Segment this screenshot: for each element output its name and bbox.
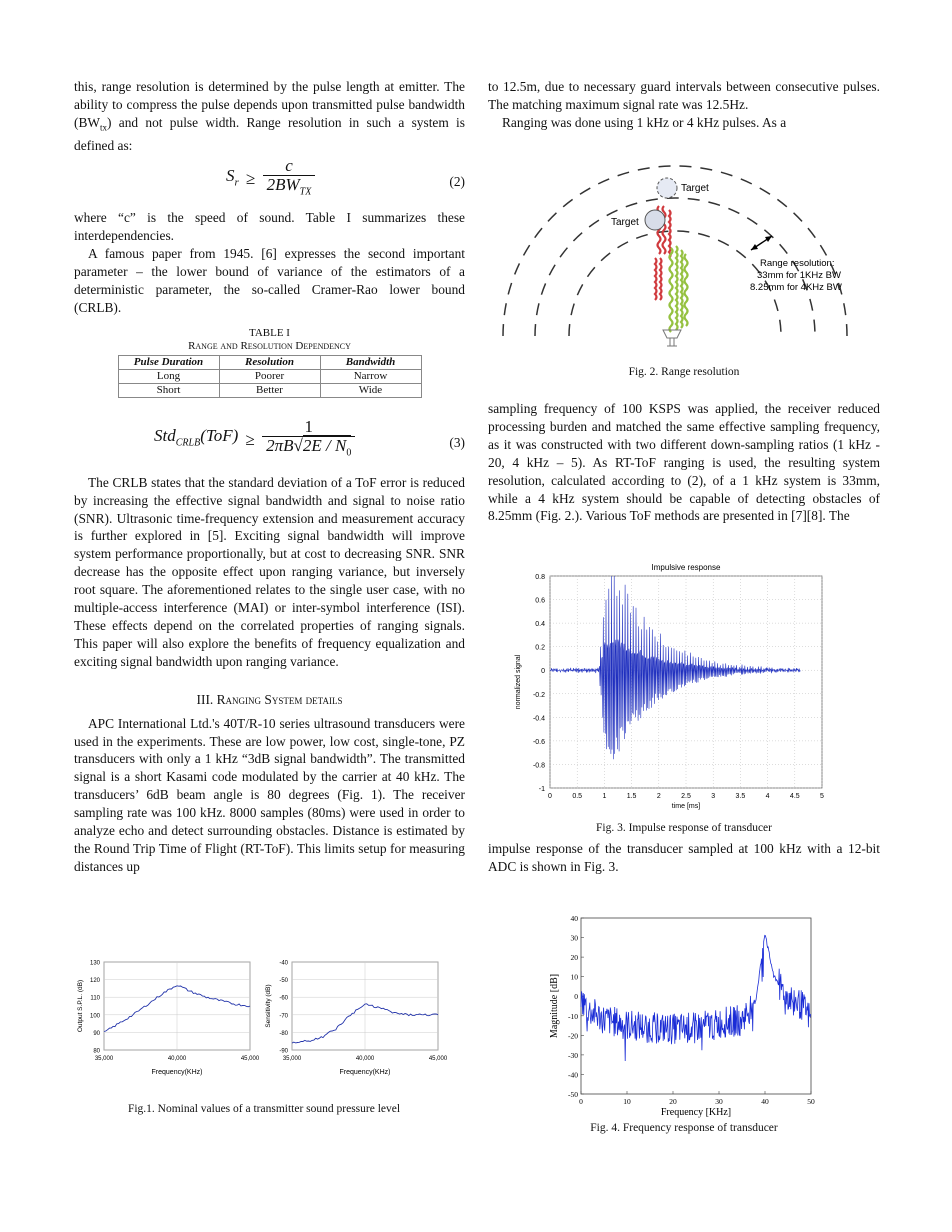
y-tick-label: -80 [279, 1030, 288, 1037]
x-tick-label: 45,000 [428, 1056, 448, 1062]
fig2-caption: Fig. 2. Range resolution [628, 366, 740, 378]
fig4-caption: Fig. 4. Frequency response of transducer [590, 1122, 778, 1134]
y-tick-label: -70 [279, 1013, 288, 1020]
y-tick-label: 0.8 [535, 574, 545, 581]
y-tick-label: 0.2 [535, 644, 545, 652]
x-tick-label: 0 [548, 793, 552, 800]
x-tick-label: 40,000 [167, 1056, 187, 1062]
y-tick-label: 100 [89, 1013, 100, 1020]
x-axis-label: time [ms] [671, 803, 701, 810]
y-tick-label: 0 [574, 992, 578, 1002]
y-tick-label: 10 [570, 972, 578, 982]
y-tick-label: -60 [279, 995, 288, 1002]
y-tick-label: -0.6 [532, 738, 545, 746]
wave-line [660, 258, 662, 300]
equation-2: $S_r$ ≥ $\frac{c}{2BW_{TX}}$ (2) [226, 156, 465, 198]
x-tick-label: 0.5 [572, 793, 583, 800]
x-tick-label: 3 [711, 793, 716, 800]
fig3-impulse-chart [510, 558, 840, 818]
chart-title: Impulsive response [651, 563, 721, 572]
resolution-1k: 33mm for 1KHz BW [757, 270, 841, 281]
target-icon [657, 178, 677, 198]
y-axis-label: normalized signal [515, 654, 522, 710]
target-label: Target [611, 217, 639, 228]
table-header: Bandwidth [320, 355, 421, 369]
y-tick-label: -40 [279, 960, 288, 967]
x-tick-label: 2.5 [681, 793, 691, 800]
x-tick-label: 50 [807, 1097, 815, 1106]
equation-number: (2) [449, 174, 465, 190]
paragraph: to 12.5m, due to necessary guard intervals between consecutive pulses. The matching maximum signal rate was 12.5Hz. [488, 79, 880, 112]
paragraph: Ranging was done using 1 kHz or 4 kHz pulses. As a [502, 114, 787, 130]
left-column [74, 78, 465, 876]
fig1-charts [68, 952, 448, 1087]
table-row: Long Poorer Narrow [118, 369, 421, 383]
equation-3: Std$_{CRLB}$(ToF) ≥ $\frac{1}{2\pi B√2E / N_0}$ (3) [154, 416, 465, 459]
y-tick-label: 90 [93, 1030, 100, 1037]
x-tick-label: 30 [715, 1097, 723, 1106]
y-tick-label: 130 [89, 960, 100, 967]
y-tick-label: -30 [568, 1050, 578, 1060]
table-title: Range and Resolution Dependency [188, 339, 351, 352]
x-tick-label: 3.5 [735, 793, 746, 800]
wave-line [681, 250, 683, 328]
equation-number: (3) [449, 434, 465, 450]
table-row: Short Better Wide [118, 383, 421, 397]
x-tick-label: 10 [623, 1097, 631, 1106]
y-axis-label: Sensitivity (dB) [265, 984, 272, 1028]
table-label: TABLE I [249, 326, 290, 339]
section-heading: III. Ranging System details [196, 691, 343, 707]
y-tick-label: 120 [89, 978, 100, 985]
table-header: Resolution [219, 355, 320, 369]
wave-line [676, 246, 678, 330]
paragraph: this, range resolution is determined by the pulse length at emitter. The ability to compress the pulse depends upon transmitted pulse bandwidth $(BW_{tx})$ and not pulse width. Range resolution in such a system is defined as: [74, 79, 465, 154]
x-tick-label: 1.5 [626, 793, 637, 800]
paragraph: The CRLB states that the standard deviation of a ToF error is reduced by increasing the effective signal bandwidth and signal to noise ratio (SNR). Ultrasonic time-frequency extension and measurement accuracy is further explored in [5]. Exciting signal bandwidth will improve system performance proportionally, but at cost to decreasing SNR. SNR decrease has the opposite effect upon ranging variance, but inversely root square. The aforementioned relates to the single user case, with no multiple-access interference (MAI) or inter-symbol interference (ISI). These effects depend on the correlated properties of ranging signals. This paper will also explore the benefits of frequency equalization and exciting signal bandwidth upon ranging variance. [74, 474, 465, 669]
y-tick-label: -0.2 [532, 691, 545, 699]
paragraph: where “c” is the speed of sound. Table I summarizes these interdependencies. [74, 210, 465, 244]
table-header: Pulse Duration [118, 355, 219, 369]
y-tick-label: 0 [541, 668, 545, 676]
fig1-caption: Fig.1. Nominal values of a transmitter sound pressure level [127, 1103, 401, 1115]
x-axis-label: Frequency(KHz) [151, 1069, 203, 1076]
transducer-icon [663, 330, 681, 346]
resolution-4k: 8.25mm for 4KHz BW [750, 282, 842, 293]
y-tick-label: -10 [568, 1011, 578, 1021]
y-tick-label: -40 [568, 1070, 578, 1080]
y-tick-label: 80 [93, 1048, 100, 1055]
y-axis-label: Magnitude [dB] [549, 973, 560, 1039]
wave-line [685, 254, 688, 326]
y-tick-label: 20 [570, 953, 578, 963]
y-tick-label: 110 [90, 995, 100, 1002]
x-axis-label: Frequency(KHz) [339, 1069, 391, 1076]
right-column [488, 78, 880, 132]
y-tick-label: -50 [568, 1090, 578, 1099]
x-tick-label: 20 [669, 1097, 677, 1106]
x-tick-label: 4.5 [789, 793, 800, 800]
wave-line [670, 248, 673, 332]
y-tick-label: -0.4 [532, 715, 545, 723]
x-tick-label: 40,000 [355, 1056, 375, 1062]
x-tick-label: 5 [820, 793, 824, 800]
x-tick-label: 35,000 [282, 1056, 302, 1062]
y-tick-label: 0.4 [535, 621, 545, 629]
right-column-mid [488, 400, 880, 525]
paragraph: impulse response of the transducer sampled at 100 kHz with a 12-bit ADC is shown in Fig. 3. [488, 841, 880, 874]
x-tick-label: 4 [765, 793, 770, 800]
plot-frame [581, 918, 811, 1094]
fig3-caption: Fig. 3. Impulse response of transducer [596, 822, 772, 834]
x-tick-label: 0 [579, 1097, 583, 1106]
right-column-low [488, 840, 880, 876]
paragraph: A famous paper from 1945. [6] expresses the second important parameter – the lower bound of variance of the estimators of a deterministic parameter, the so-called Cramer-Rao lower bound (CRLB). [74, 246, 465, 315]
resolution-title: Range resolution: [760, 258, 835, 269]
x-tick-label: 35,000 [94, 1056, 114, 1062]
paragraph: APC International Ltd.'s 40T/R-10 series ultrasound transducers were used in the experiments. These are low power, low cost, single-tone, PZ transducers with only a 1 kHz “3dB signal bandwidth”. The transmitted signal is a short Kasami code modulated by the carrier at 40 kHz. The transducers’ 6dB beam angle is 80 degrees (Fig. 1). The receiver sampling rate was 100 kHz. 8000 samples (80ms) were used in order to analyze echo and detect surrounding obstacles. Distance is estimated by the Round Trip Time of Flight (RT-ToF). This limits setup for measuring distances up [74, 715, 465, 874]
y-tick-label: 40 [570, 914, 578, 923]
y-tick-label: 0.6 [535, 597, 545, 605]
x-axis-label: Frequency [KHz] [660, 1107, 732, 1118]
x-tick-label: 1 [602, 793, 607, 800]
y-tick-label: 30 [570, 933, 578, 943]
y-tick-label: -50 [279, 978, 288, 985]
x-tick-label: 40 [761, 1097, 769, 1106]
paragraph: sampling frequency of 100 KSPS was applied, the receiver reduced processing burden and matched the same effective sampling frequency, as it was constructed with two different down-sampling ratios (1 kHz - 20, 4 kHz – 5). As RT-ToF ranging is used, the resulting system resolution, calculated according to (2), of a 1 kHz system is 33mm, while a 4 kHz system should be capable of detecting obstacles of 8.25mm (Fig. 2.). Various ToF methods are presented in [7][8]. The [488, 401, 880, 524]
fig2-range-diagram [495, 158, 880, 358]
table-range-resolution [118, 355, 422, 398]
x-tick-label: 45,000 [240, 1056, 260, 1062]
target-label: Target [681, 183, 709, 194]
y-tick-label: -0.8 [532, 762, 545, 770]
y-tick-label: -90 [279, 1048, 288, 1055]
wave-line [669, 210, 671, 258]
y-tick-label: -1 [538, 786, 545, 793]
y-tick-label: -20 [568, 1031, 578, 1041]
wave-line [655, 258, 657, 300]
y-axis-label: Output S.P.L. (dB) [77, 979, 84, 1033]
fig4-frequency-chart [545, 908, 830, 1118]
x-tick-label: 2 [656, 793, 661, 800]
target-icon [645, 210, 665, 230]
